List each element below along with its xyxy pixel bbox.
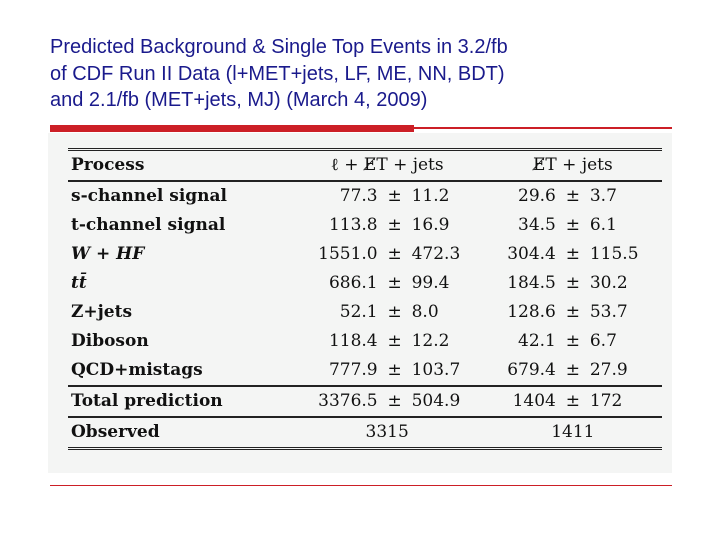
error-col2: 115.5 [589, 244, 639, 264]
value-col2: 34.5 [518, 215, 556, 235]
value-col1: 52.1 [339, 302, 378, 322]
error-col1: 99.4 [411, 273, 450, 293]
table-row [68, 211, 662, 240]
table-row [68, 240, 662, 269]
plus-minus: ± [381, 386, 409, 417]
plus-minus: ± [387, 244, 402, 264]
error-col1: 504.9 [409, 386, 484, 417]
value-col1: 118.4 [328, 331, 378, 351]
table-row [68, 181, 662, 211]
table-row [68, 269, 662, 298]
header-met-jets: E̸T + jets [484, 150, 662, 182]
plus-minus: ± [387, 273, 402, 293]
error-col2: 3.7 [589, 186, 617, 206]
value-col1: 1551.0 [318, 244, 378, 264]
table-row [68, 356, 662, 386]
value-col2: 128.6 [507, 302, 556, 322]
total-prediction-row [68, 386, 662, 417]
table-row [68, 298, 662, 327]
value-col2: 184.5 [507, 273, 556, 293]
error-col2: 6.7 [589, 331, 617, 351]
observed-col1: 3315 [291, 417, 484, 449]
plus-minus: ± [387, 302, 402, 322]
plus-minus: ± [387, 331, 402, 351]
table-row [68, 327, 662, 356]
title-divider-line [414, 127, 672, 129]
results-table-panel [48, 133, 672, 473]
error-col1: 472.3 [411, 244, 461, 264]
bottom-divider-line [50, 485, 672, 486]
error-col2: 53.7 [589, 302, 628, 322]
plus-minus: ± [387, 215, 402, 235]
value-col2: 29.6 [518, 186, 556, 206]
process-name: t-channel signal [71, 215, 226, 235]
error-col1: 103.7 [411, 360, 461, 380]
value-col2: 304.4 [507, 244, 556, 264]
plus-minus: ± [559, 386, 587, 417]
plus-minus: ± [565, 331, 580, 351]
value-col1: 77.3 [339, 186, 378, 206]
process-name: Diboson [71, 331, 149, 351]
value-col1: 3376.5 [291, 386, 381, 417]
title-line-1: Predicted Background & Single Top Events in 3.2/fb [50, 36, 508, 58]
error-col2: 30.2 [589, 273, 628, 293]
error-col2: 172 [587, 386, 662, 417]
process-name: Observed [68, 417, 291, 449]
value-col2: 679.4 [507, 360, 556, 380]
process-name: Total prediction [68, 386, 291, 417]
error-col2: 6.1 [589, 215, 617, 235]
title-line-2: of CDF Run II Data (l+MET+jets, LF, ME, NN, BDT) [50, 62, 505, 85]
process-name: tt̄ [71, 273, 87, 293]
title-accent-bar [50, 125, 414, 132]
error-col1: 11.2 [411, 186, 450, 206]
value-col2: 1404 [484, 386, 559, 417]
title-line-3: and 2.1/fb (MET+jets, MJ) (March 4, 2009) [50, 89, 428, 111]
value-col2: 42.1 [518, 331, 556, 351]
header-lepton-met-jets: ℓ + E̸T + jets [291, 150, 484, 182]
plus-minus: ± [565, 302, 580, 322]
process-name: QCD+mistags [71, 360, 203, 380]
plus-minus: ± [565, 360, 580, 380]
header-process: Process [68, 150, 291, 182]
error-col1: 16.9 [411, 215, 450, 235]
observed-row [68, 417, 662, 449]
slide-title [50, 34, 700, 114]
error-col2: 27.9 [589, 360, 628, 380]
process-name: W + HF [71, 244, 145, 264]
value-col1: 686.1 [328, 273, 378, 293]
value-col1: 777.9 [328, 360, 378, 380]
process-name: s-channel signal [71, 186, 228, 206]
plus-minus: ± [565, 186, 580, 206]
error-col1: 8.0 [411, 302, 439, 322]
plus-minus: ± [565, 215, 580, 235]
error-col1: 12.2 [411, 331, 450, 351]
results-table [68, 148, 662, 450]
plus-minus: ± [387, 360, 402, 380]
plus-minus: ± [387, 186, 402, 206]
value-col1: 113.8 [328, 215, 378, 235]
plus-minus: ± [565, 244, 580, 264]
process-name: Z+jets [71, 302, 133, 322]
observed-col2: 1411 [484, 417, 662, 449]
plus-minus: ± [565, 273, 580, 293]
table-header-row [68, 150, 662, 182]
